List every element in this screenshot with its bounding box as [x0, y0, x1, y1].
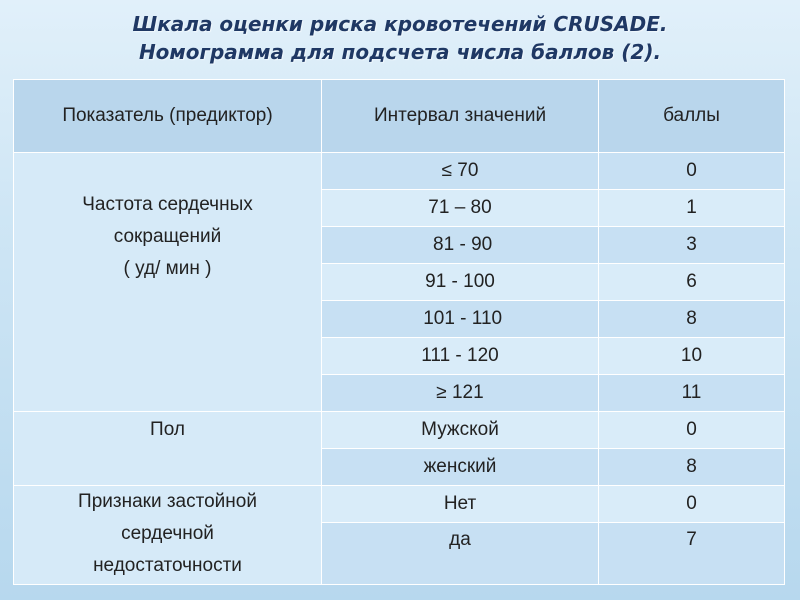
interval-cell: ≥ 121	[322, 375, 599, 412]
title-line-2: Номограмма для подсчета числа баллов (2).	[138, 40, 662, 64]
points-cell: 8	[599, 449, 785, 486]
slide-title	[0, 10, 800, 66]
table-row	[14, 412, 785, 449]
points-cell: 0	[599, 153, 785, 190]
predictor-line: Признаки застойной	[78, 491, 257, 512]
interval-cell: женский	[322, 449, 599, 486]
points-cell: 6	[599, 264, 785, 301]
interval-cell: 101 - 110	[322, 301, 599, 338]
points-cell: 0	[599, 412, 785, 449]
predictor-line: сокращений	[113, 226, 222, 247]
table-header-row	[14, 80, 785, 153]
predictor-line: недостаточности	[93, 555, 242, 576]
predictor-heart-failure	[14, 486, 322, 585]
points-cell: 1	[599, 190, 785, 227]
points-cell: 11	[599, 375, 785, 412]
header-predictor: Показатель (предиктор)	[14, 80, 322, 153]
interval-cell: 71 – 80	[322, 190, 599, 227]
crusade-score-table	[13, 79, 785, 585]
points-cell: 0	[599, 486, 785, 523]
points-cell: 8	[599, 301, 785, 338]
header-points: баллы	[599, 80, 785, 153]
predictor-line: Частота сердечных	[82, 194, 253, 215]
interval-cell: да	[322, 523, 599, 585]
predictor-sex	[14, 412, 322, 486]
header-interval: Интервал значений	[322, 80, 599, 153]
predictor-line: ( уд/ мин )	[123, 258, 212, 279]
interval-cell: 91 - 100	[322, 264, 599, 301]
interval-cell: 81 - 90	[322, 227, 599, 264]
points-cell: 7	[599, 523, 785, 585]
interval-cell: ≤ 70	[322, 153, 599, 190]
table-row	[14, 486, 785, 523]
predictor-line: Пол	[150, 419, 185, 440]
title-line-1: Шкала оценки риска кровотечений CRUSADE.	[132, 12, 668, 36]
interval-cell: 111 - 120	[322, 338, 599, 375]
predictor-line: сердечной	[121, 523, 214, 544]
interval-cell: Мужской	[322, 412, 599, 449]
table-row	[14, 153, 785, 190]
predictor-heart-rate	[14, 153, 322, 412]
points-cell: 10	[599, 338, 785, 375]
points-cell: 3	[599, 227, 785, 264]
interval-cell: Нет	[322, 486, 599, 523]
